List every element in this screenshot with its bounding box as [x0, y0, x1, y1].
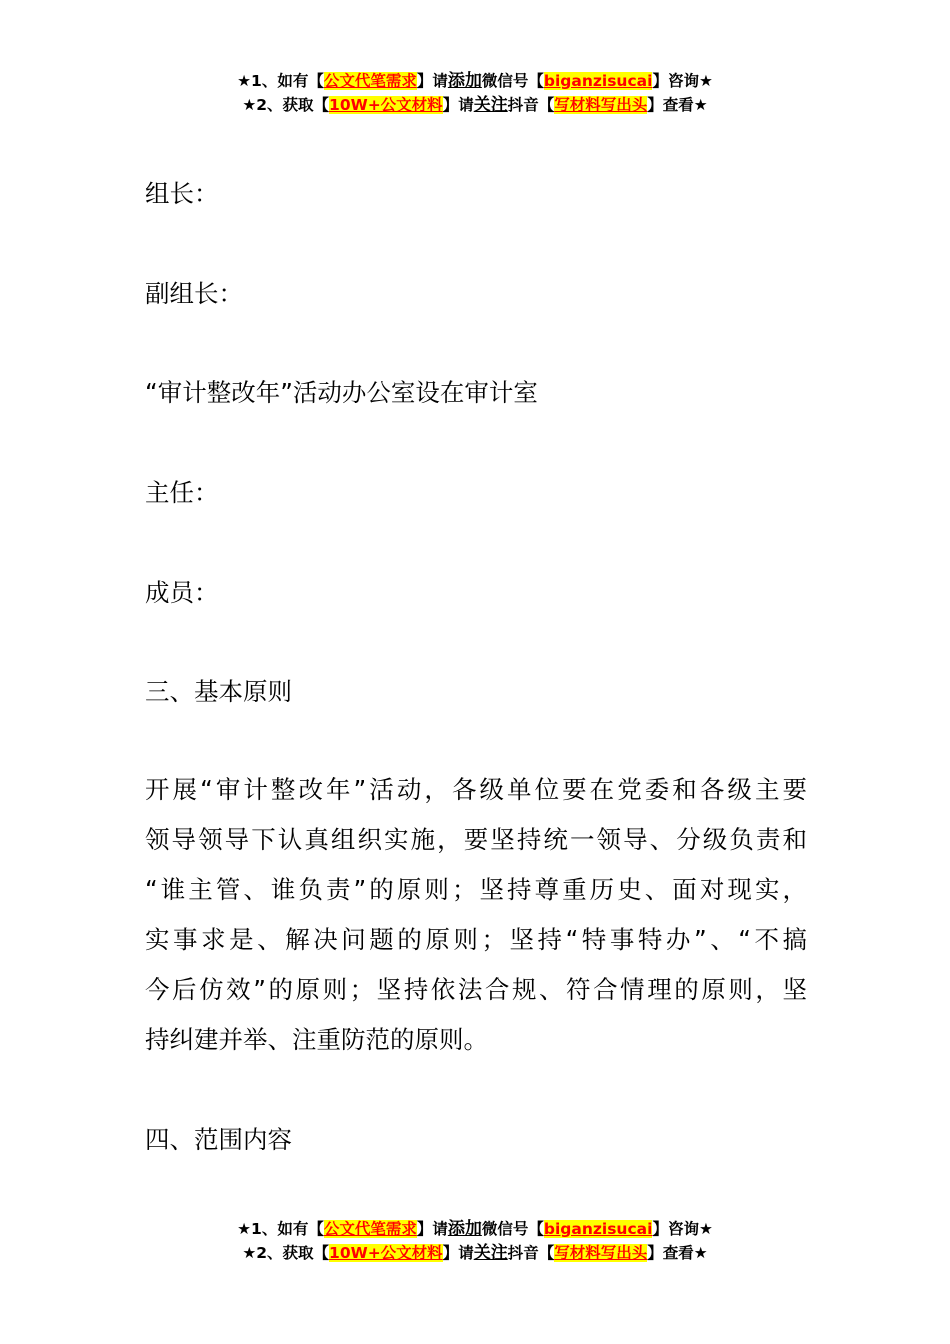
banner-text: 】查看★ — [647, 1244, 708, 1262]
banner-highlight: 10W+公文材料 — [329, 1244, 443, 1262]
paragraph-line: 领导领导下认真组织实施，要坚持统一领导、分级负责和 — [145, 825, 807, 854]
banner-highlight: 10W+公文材料 — [329, 96, 443, 114]
section-heading: 四、范围内容 — [145, 1125, 292, 1154]
banner-highlight: 写材料写出头 — [554, 96, 648, 114]
banner-line-1 — [0, 69, 950, 93]
paragraph-line: 今后仿效”的原则；坚持依法合规、符合情理的原则，坚 — [145, 975, 807, 1004]
banner-text: 抖音【 — [507, 96, 555, 114]
banner-text: 】请 — [442, 1244, 474, 1262]
banner-line-1 — [0, 1217, 950, 1241]
banner-text: 】请 — [416, 1220, 448, 1238]
banner-text: ★2、获取【 — [242, 1244, 330, 1262]
banner-text: 】请 — [416, 72, 448, 90]
banner-text: 】咨询★ — [652, 1220, 713, 1238]
banner-text: 微信号【 — [481, 1220, 544, 1238]
paragraph-line: 持纠建并举、注重防范的原则。 — [145, 1025, 488, 1054]
banner-line-2 — [0, 93, 950, 117]
banner-text: 微信号【 — [481, 72, 544, 90]
banner-highlight: 公文代笔需求 — [323, 72, 417, 90]
paragraph-line: “谁主管、谁负责”的原则；坚持尊重历史、面对现实， — [145, 875, 807, 904]
principles-paragraph — [145, 775, 807, 1075]
director-line: 主任： — [145, 478, 219, 507]
banner-highlight: biganzisucai — [543, 72, 653, 90]
banner-text: ★2、获取【 — [242, 96, 330, 114]
members-line: 成员： — [145, 578, 219, 607]
banner-highlight: biganzisucai — [543, 1220, 653, 1238]
banner-text: ★1、如有【 — [237, 72, 324, 90]
banner-emphasis: 关注 — [473, 95, 508, 115]
banner-text: ★1、如有【 — [237, 1220, 324, 1238]
leader-line: 组长： — [145, 179, 219, 208]
banner-text: 抖音【 — [507, 1244, 555, 1262]
banner-text: 】请 — [442, 96, 474, 114]
deputy-leader-line: 副组长： — [145, 279, 243, 308]
footer-banner — [0, 1217, 950, 1265]
banner-highlight: 公文代笔需求 — [323, 1220, 417, 1238]
banner-line-2 — [0, 1241, 950, 1265]
paragraph-line: 开展“审计整改年”活动，各级单位要在党委和各级主要 — [145, 775, 807, 804]
office-line: “审计整改年”活动办公室设在审计室 — [145, 378, 538, 407]
banner-emphasis: 添加 — [447, 1219, 482, 1239]
paragraph-line: 实事求是、解决问题的原则；坚持“特事特办”、“不搞 — [145, 925, 807, 954]
section-heading: 三、基本原则 — [145, 677, 292, 706]
banner-text: 】咨询★ — [652, 72, 713, 90]
header-banner — [0, 69, 950, 117]
banner-text: 】查看★ — [647, 96, 708, 114]
banner-emphasis: 关注 — [473, 1243, 508, 1263]
banner-highlight: 写材料写出头 — [554, 1244, 648, 1262]
banner-emphasis: 添加 — [447, 71, 482, 91]
